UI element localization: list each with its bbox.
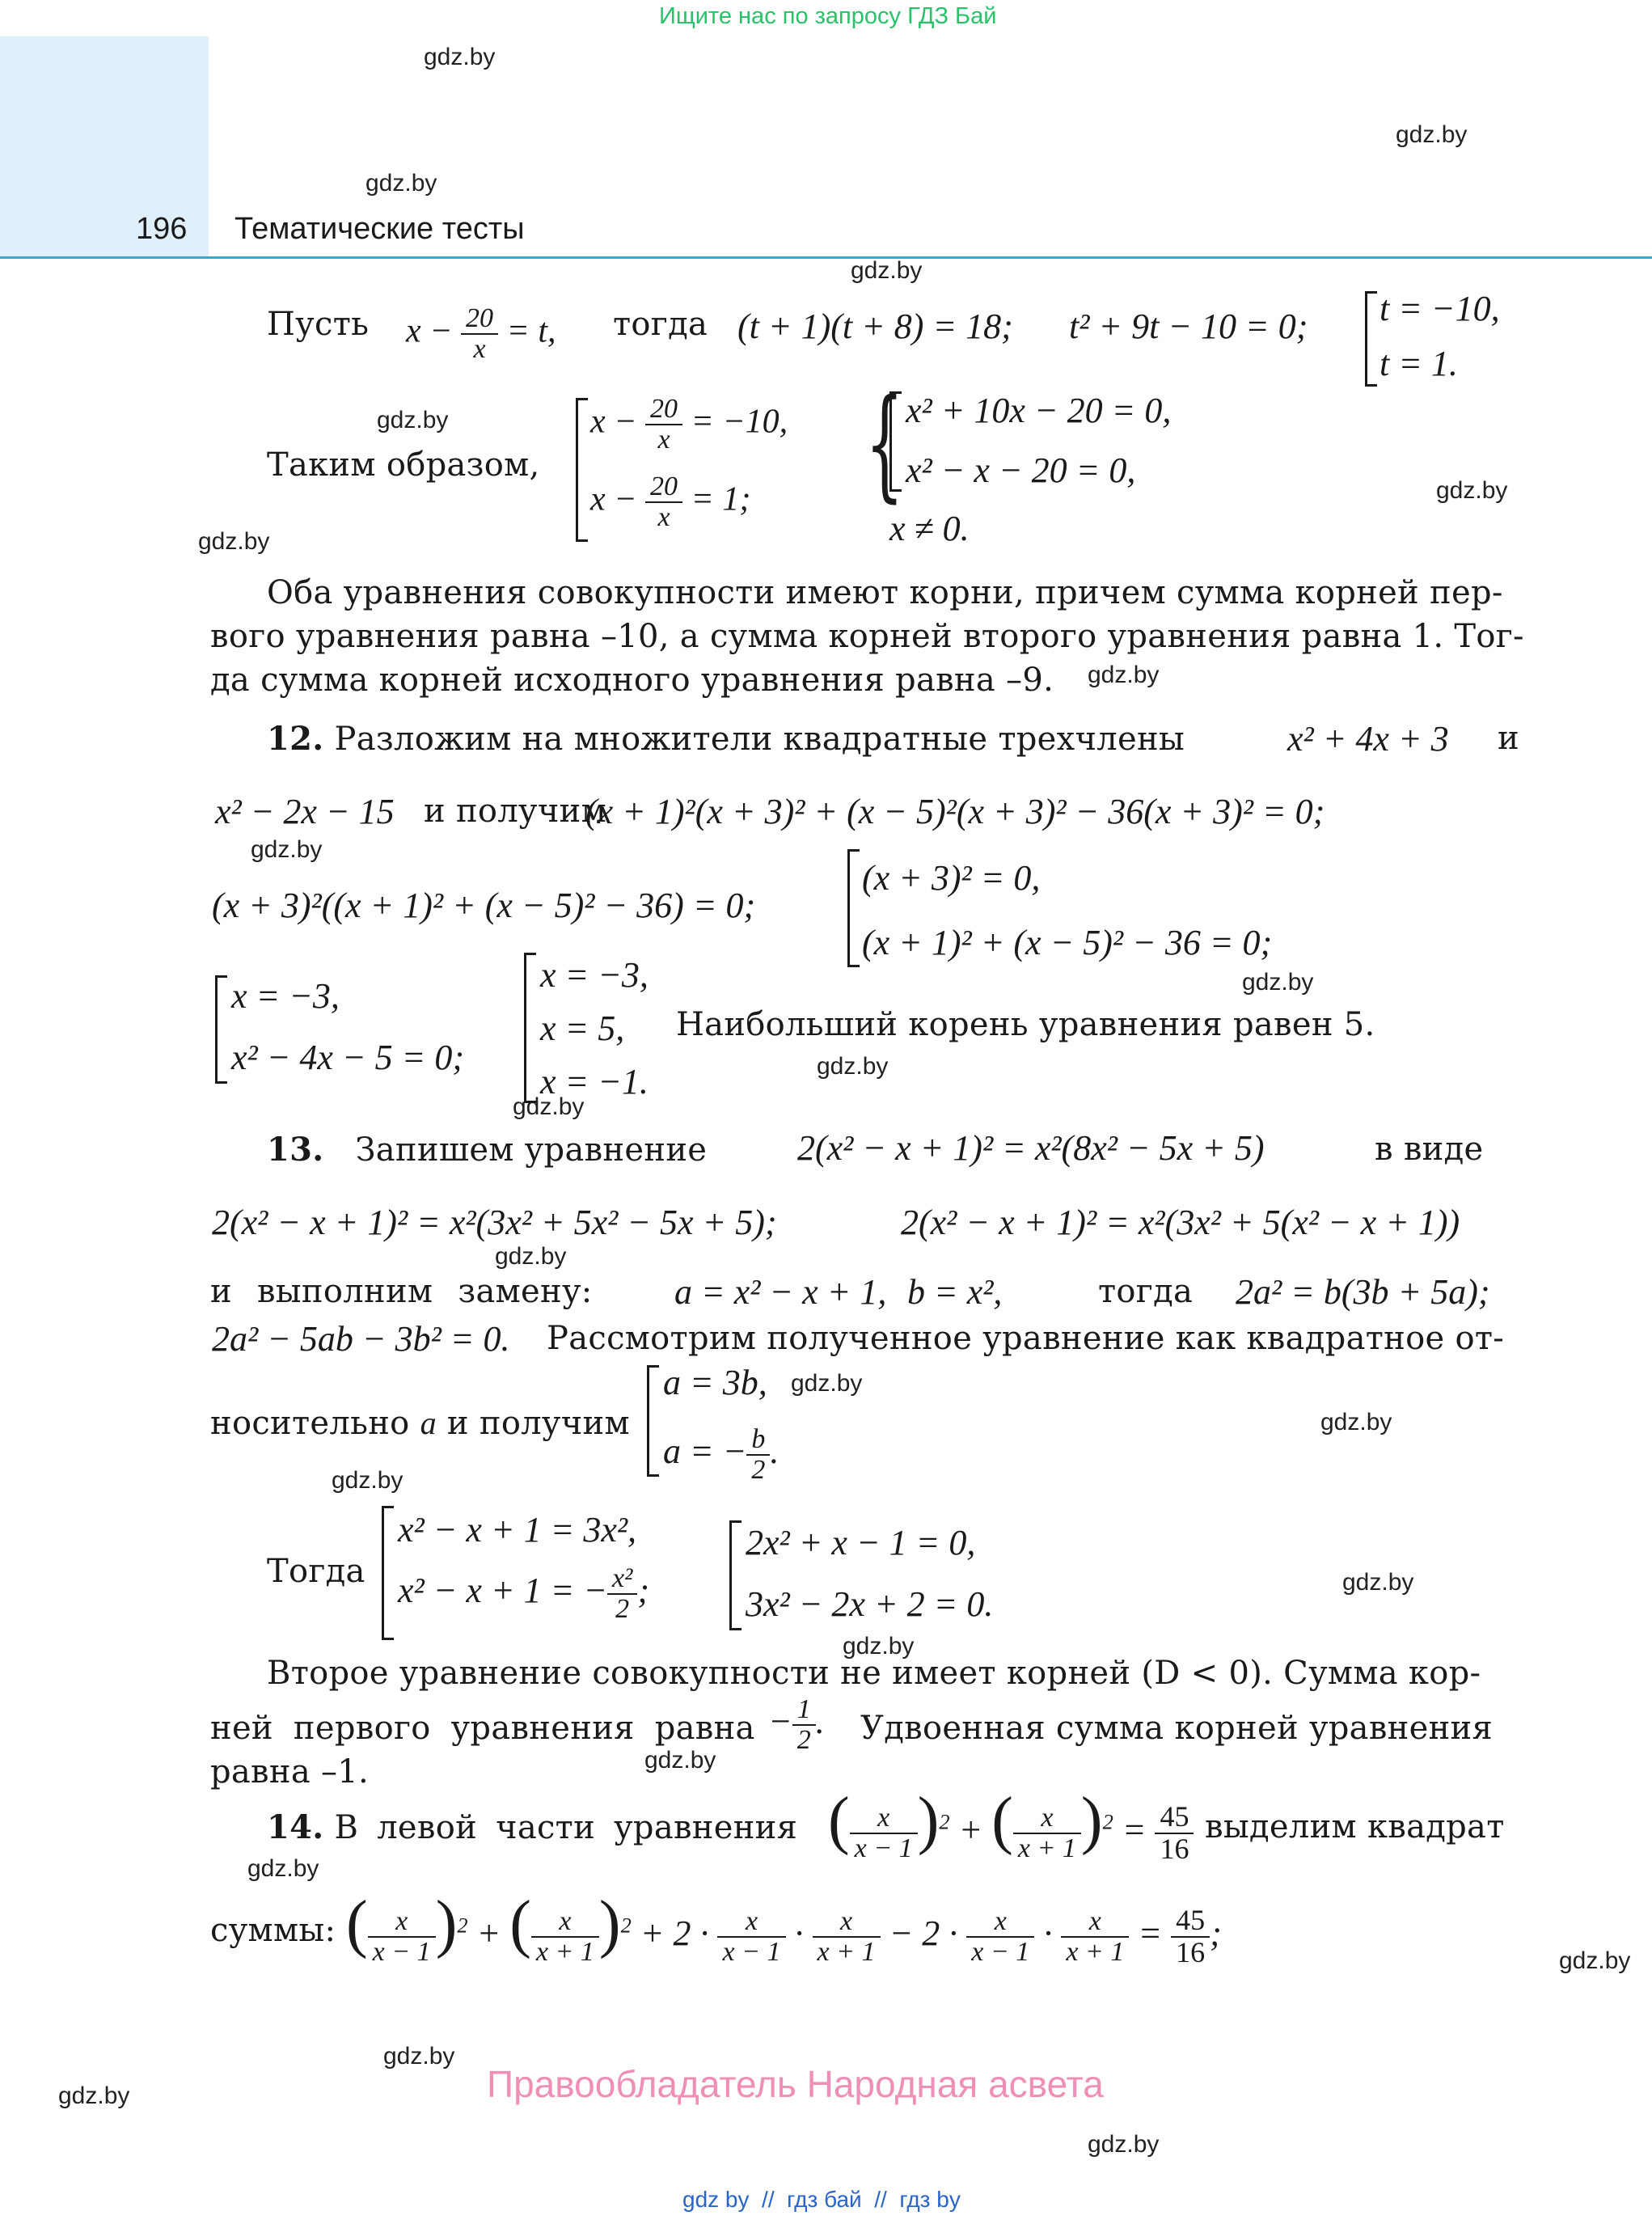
text-in-form: в виде xyxy=(1375,1131,1484,1168)
problem-number-14: 14. xyxy=(267,1808,324,1846)
bracket-p13-3 xyxy=(729,1520,741,1634)
watermark: gdz.by xyxy=(251,836,323,863)
expr-p13-l2b: 2(x² − x + 1)² = x²(3x² + 5(x² − x + 1)) xyxy=(901,1203,1460,1242)
p12-s2a: x = −3, xyxy=(231,976,340,1016)
p12-result: Наибольший корень уравнения равен 5. xyxy=(676,1006,1375,1043)
text-p13-a: Запишем уравнение xyxy=(355,1131,708,1169)
top-banner[interactable]: Ищите нас по запросу ГДЗ Бай xyxy=(659,3,997,29)
text-get: и получим xyxy=(424,793,606,830)
text-p14-a: В левой части уравнения xyxy=(334,1809,798,1846)
watermark: gdz.by xyxy=(365,170,437,197)
watermark: gdz.by xyxy=(817,1053,889,1080)
watermark: gdz.by xyxy=(1396,121,1468,148)
expr-p14-l2: ( $\frac{x}{x - 1}$ )$^2$ + ( $\frac{x}{x + 1}$ )$^2$ + 2 · $\frac{x}{x - 1}$ · $\frac{x}{x + 1}$ − 2 · $\frac{x}{x - 1}$ · $\frac{x}{x + 1}$ = $\frac{45}{16}$ ; xyxy=(346,1888,1222,1968)
expr-trinomial-2: x² − 2x − 15 xyxy=(215,792,395,831)
frac-minus-half: − $\frac{1}{2}$ . xyxy=(768,1694,825,1755)
problem-14-line-1 xyxy=(267,1808,797,1846)
p12-s3a: x = −3, xyxy=(540,955,649,995)
text-and: и xyxy=(1498,720,1519,757)
p13-line-8b: Удвоенная сумма корней уравнения xyxy=(860,1710,1494,1747)
bracket-sys xyxy=(889,391,902,495)
p11-line-3: да сумма корней исходного уравнения равна –9. xyxy=(210,662,1054,699)
watermark: gdz.by xyxy=(247,1855,319,1882)
watermark: gdz.by xyxy=(383,2043,455,2070)
line-let xyxy=(267,306,369,343)
p13-s2a: x² − x + 1 = 3x², xyxy=(398,1510,637,1550)
p13-s3b: 3x² − 2x + 2 = 0. xyxy=(746,1584,994,1624)
expr-p13-l4: 2a² − 5ab − 3b² = 0. xyxy=(212,1319,510,1359)
watermark: gdz.by xyxy=(377,407,449,433)
rights-holder: Правообладатель Народная асвета xyxy=(487,2063,1104,2105)
p12-s1b: (x + 1)² + (x − 5)² − 36 = 0; xyxy=(862,923,1273,962)
eq-thus-1: x − $\frac{20}{x}$ = −10, xyxy=(590,394,788,455)
bracket-p13-2 xyxy=(382,1506,394,1643)
text-then-2: Тогда xyxy=(267,1553,365,1590)
p13-s1a: a = 3b, xyxy=(663,1363,767,1402)
watermark: gdz.by xyxy=(1242,969,1314,996)
brace-sys: { xyxy=(865,374,904,514)
watermark: gdz.by xyxy=(1342,1569,1414,1596)
frac-20-x: $\frac{20}{x}$ xyxy=(461,304,498,363)
watermark: gdz.by xyxy=(1436,477,1508,504)
p13-line-7: Второе уравнение совокупности не имеет корней (D < 0). Сумма кор- xyxy=(267,1655,1481,1692)
text-let: Пусть xyxy=(267,306,370,343)
watermark: gdz.by xyxy=(513,1093,585,1120)
watermark: gdz.by xyxy=(58,2082,130,2109)
text-p13-l5 xyxy=(210,1404,630,1442)
header-rule xyxy=(0,256,1652,259)
eq-thus-2: x − $\frac{20}{x}$ = 1; xyxy=(590,471,751,532)
text-p12: Разложим на множители квадратные трехчлены xyxy=(334,721,1185,758)
text-substitute: и выполним замену: xyxy=(210,1273,593,1310)
watermark: gdz.by xyxy=(851,257,923,284)
bracket-p12-2 xyxy=(215,975,227,1087)
text-then-13: тогда xyxy=(1098,1273,1194,1310)
bracket-p12-1 xyxy=(847,849,860,970)
p12-s2b: x² − 4x − 5 = 0; xyxy=(231,1038,464,1077)
watermark: gdz.by xyxy=(644,1747,716,1774)
t-root-1: t = −10, xyxy=(1379,289,1500,328)
text-get-13: и получим xyxy=(446,1405,630,1442)
p13-s1b: a = − $\frac{b}{2}$ . xyxy=(663,1424,780,1485)
p12-s3b: x = 5, xyxy=(540,1008,625,1048)
p11-line-1: Оба уравнения совокупности имеют корни, причем сумма корней пер- xyxy=(267,574,1503,611)
bracket-t xyxy=(1365,291,1377,390)
expr-p12-line-3: (x + 3)²((x + 1)² + (x − 5)² − 36) = 0; xyxy=(212,886,756,925)
text-p13-l4: Рассмотрим полученное уравнение как квадратное от- xyxy=(547,1320,1505,1357)
p12-s1a: (x + 3)² = 0, xyxy=(862,858,1041,898)
problem-number-12: 12. xyxy=(267,720,324,758)
expr-sub-eq: 2a² = b(3b + 5a); xyxy=(1236,1272,1490,1312)
expr-p13-l2a: 2(x² − x + 1)² = x²(3x² + 5x² − 5x + 5); xyxy=(212,1203,777,1242)
watermark: gdz.by xyxy=(1320,1409,1392,1435)
expr-p12-line-2: (x + 1)²(x + 3)² + (x − 5)²(x + 3)² − 36(x + 3)² = 0; xyxy=(585,792,1325,831)
watermark: gdz.by xyxy=(843,1633,915,1660)
expr-p13-l1: 2(x² − x + 1)² = x²(8x² − 5x + 5) xyxy=(797,1128,1265,1168)
expr-sub-b: b = x², xyxy=(907,1272,1003,1312)
bracket-p12-3 xyxy=(524,953,536,1106)
watermark: gdz.by xyxy=(1088,662,1160,688)
p13-s3a: 2x² + x − 1 = 0, xyxy=(746,1523,976,1562)
eq-t2: t² + 9t − 10 = 0; xyxy=(1069,307,1308,346)
expr-x-minus-20-over-x: x − $\frac{20}{x}$ = t, xyxy=(406,303,556,364)
section-title: Тематические тесты xyxy=(234,212,525,246)
text-then: тогда xyxy=(613,306,708,343)
expr-trinomial-1: x² + 4x + 3 xyxy=(1287,719,1449,759)
p11-line-2: вого уравнения равна –10, а сумма корней второго уравнения равна 1. Тог- xyxy=(210,618,1524,655)
sys-c: x ≠ 0. xyxy=(889,509,970,548)
text-p14-b: выделим квадрат xyxy=(1205,1808,1505,1846)
p13-s2b: x² − x + 1 = − $\frac{\text{x²}}{2}$ ; xyxy=(398,1563,649,1624)
problem-number-13: 13. xyxy=(267,1131,324,1169)
sys-a: x² + 10x − 20 = 0, xyxy=(906,391,1172,430)
footer-links[interactable]: gdz by // гдз бай // гдз by xyxy=(682,2187,961,2212)
text-thus: Таким образом, xyxy=(267,446,540,484)
watermark: gdz.by xyxy=(198,528,270,555)
p13-line-9: равна –1. xyxy=(210,1753,370,1791)
watermark: gdz.by xyxy=(424,44,496,70)
bracket-thus xyxy=(576,398,588,545)
watermark: gdz.by xyxy=(1088,2131,1160,2158)
watermark: gdz.by xyxy=(495,1243,567,1270)
expr-p14-l1: ( $\frac{x}{x - 1}$ )$^2$ + ( $\frac{x}{x + 1}$ )$^2$ = $\frac{45}{16}$ xyxy=(828,1784,1194,1865)
t-root-2: t = 1. xyxy=(1379,344,1458,383)
text-sums: суммы: xyxy=(210,1912,336,1949)
sys-b: x² − x − 20 = 0, xyxy=(906,450,1136,490)
eq-t: (t + 1)(t + 8) = 18; xyxy=(737,307,1013,346)
problem-12-line-1 xyxy=(267,720,1185,758)
p12-s3c: x = −1. xyxy=(540,1062,649,1101)
watermark: gdz.by xyxy=(791,1370,863,1397)
var-a: a xyxy=(420,1405,437,1441)
p13-line-8a: ней первого уравнения равна xyxy=(210,1710,755,1747)
page-number: 196 xyxy=(136,212,188,246)
var-x: x xyxy=(406,312,421,350)
problem-13-line-1 xyxy=(267,1131,707,1169)
bracket-p13-1 xyxy=(647,1365,659,1480)
watermark: gdz.by xyxy=(1559,1947,1631,1974)
expr-sub-a: a = x² − x + 1, xyxy=(674,1272,887,1312)
watermark: gdz.by xyxy=(332,1467,403,1494)
text-relative: носительно xyxy=(210,1405,410,1442)
